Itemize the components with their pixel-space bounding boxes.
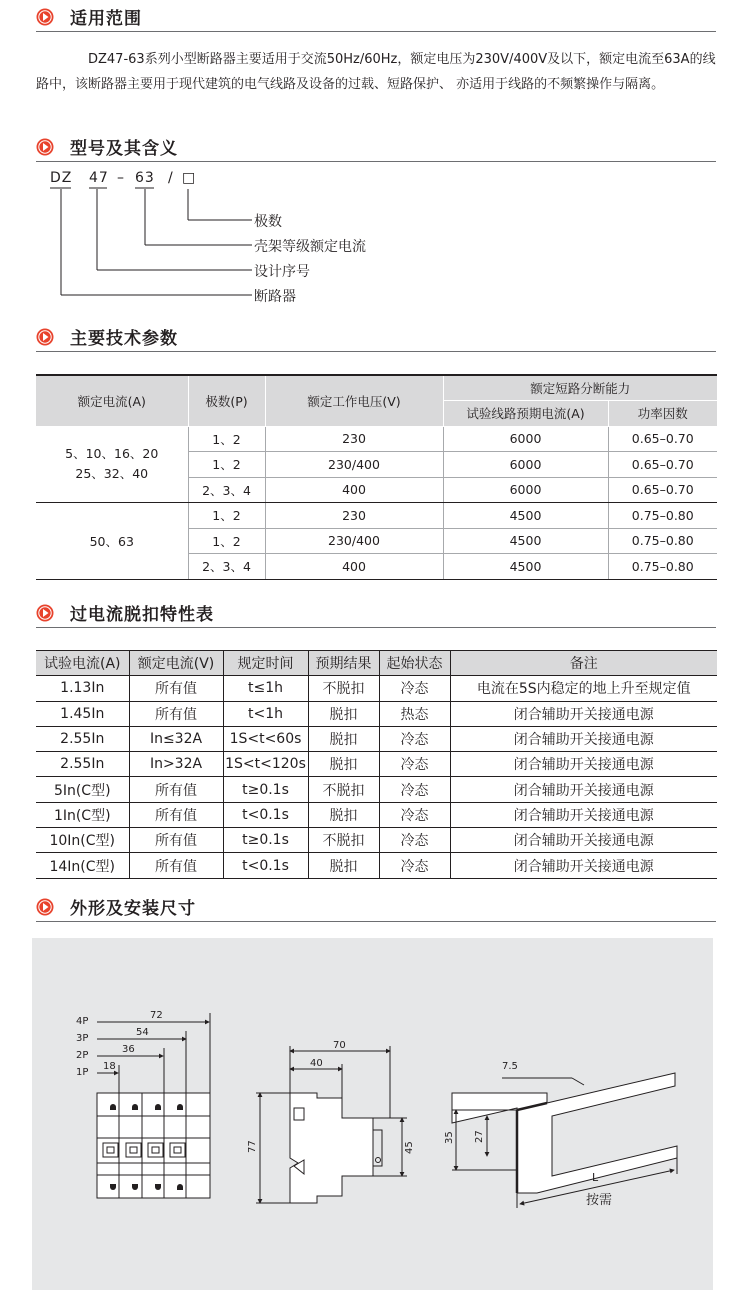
remark-cell: 闭合辅助开关接通电源 — [450, 752, 717, 777]
table-row — [36, 777, 717, 802]
model-code-box: □ — [182, 170, 197, 186]
orange-bullet-icon — [36, 328, 54, 346]
dim-72: 72 — [150, 1010, 163, 1021]
model-code-dash: – — [117, 170, 125, 186]
table-row — [36, 802, 717, 827]
rated-current-line: 5、10、16、20 — [65, 446, 159, 462]
section-title: 型号及其含义 — [70, 139, 178, 159]
remark-cell: 闭合辅助开关接通电源 — [450, 853, 717, 878]
dim-7-5: 7.5 — [502, 1061, 518, 1072]
time-cell: 1S<t<60s — [223, 726, 308, 751]
remark-cell: 电流在5S内稳定的地上升至规定值 — [450, 676, 717, 701]
header-remarks: 备注 — [450, 651, 717, 676]
rated-current-cell: 所有值 — [129, 802, 223, 827]
din-rail-view — [444, 1061, 677, 1208]
side-view — [247, 1040, 415, 1203]
test-current-cell: 4500 — [443, 503, 608, 529]
test-current-cell: 6000 — [443, 426, 608, 452]
rated-current-line: 25、32、40 — [75, 466, 149, 482]
test-current-cell: 1.45In — [36, 701, 129, 726]
power-factor-cell: 0.65–0.70 — [608, 477, 717, 503]
state-cell: 冷态 — [379, 853, 450, 878]
voltage-cell: 230 — [265, 503, 443, 529]
result-cell: 脱扣 — [308, 802, 379, 827]
table-row — [36, 726, 717, 751]
pole-label-1p: 1P — [76, 1067, 89, 1078]
rated-current-cell: 所有值 — [129, 676, 223, 701]
model-code-diagram — [40, 164, 460, 314]
power-factor-cell: 0.75–0.80 — [608, 503, 717, 529]
table-row — [36, 752, 717, 777]
dimension-drawing-panel — [32, 938, 713, 1290]
test-current-cell: 1In(C型) — [36, 802, 129, 827]
section-header-model-meaning — [36, 132, 716, 162]
table-row — [36, 676, 717, 701]
pole-label-3p: 3P — [76, 1033, 89, 1044]
header-power-factor: 功率因数 — [608, 401, 717, 427]
state-cell: 冷态 — [379, 802, 450, 827]
poles-cell: 1、2 — [188, 528, 265, 554]
voltage-cell: 400 — [265, 477, 443, 503]
time-cell: t≥0.1s — [223, 777, 308, 802]
result-cell: 不脱扣 — [308, 828, 379, 853]
test-current-cell: 4500 — [443, 528, 608, 554]
dim-27: 27 — [474, 1130, 485, 1143]
table-row — [36, 828, 717, 853]
model-code-slash: / — [168, 170, 174, 186]
power-factor-cell: 0.75–0.80 — [608, 554, 717, 580]
section-header-overcurrent — [36, 598, 716, 628]
header-rated-current: 额定电流(V) — [129, 651, 223, 676]
rated-current-cell: 所有值 — [129, 701, 223, 726]
voltage-cell: 230 — [265, 426, 443, 452]
table-row — [36, 853, 717, 878]
dim-36: 36 — [122, 1044, 135, 1055]
header-time: 规定时间 — [223, 651, 308, 676]
rated-current-cell: 所有值 — [129, 853, 223, 878]
state-cell: 冷态 — [379, 777, 450, 802]
remark-cell: 闭合辅助开关接通电源 — [450, 828, 717, 853]
poles-cell: 1、2 — [188, 452, 265, 478]
state-cell: 冷态 — [379, 676, 450, 701]
front-view — [76, 1010, 210, 1198]
result-cell: 脱扣 — [308, 726, 379, 751]
test-current-cell: 1.13In — [36, 676, 129, 701]
voltage-cell: 230/400 — [265, 528, 443, 554]
rated-current-cell: In≤32A — [129, 726, 223, 751]
result-cell: 脱扣 — [308, 853, 379, 878]
section-header-applicable-range — [36, 2, 716, 32]
orange-bullet-icon — [36, 8, 54, 26]
test-current-cell: 2.55In — [36, 752, 129, 777]
test-current-cell: 6000 — [443, 452, 608, 478]
section-title: 外形及安装尺寸 — [70, 899, 196, 919]
state-cell: 冷态 — [379, 828, 450, 853]
orange-bullet-icon — [36, 898, 54, 916]
model-label-breaker: 断路器 — [254, 289, 296, 305]
test-current-cell: 2.55In — [36, 726, 129, 751]
state-cell: 热态 — [379, 701, 450, 726]
result-cell: 不脱扣 — [308, 777, 379, 802]
length-note: 按需 — [586, 1193, 613, 1208]
header-breaking-capacity: 额定短路分断能力 — [443, 375, 717, 401]
test-current-cell: 10In(C型) — [36, 828, 129, 853]
time-cell: t<0.1s — [223, 802, 308, 827]
rated-current-cell: 所有值 — [129, 828, 223, 853]
dim-35: 35 — [444, 1131, 455, 1144]
result-cell: 脱扣 — [308, 701, 379, 726]
poles-cell: 2、3、4 — [188, 477, 265, 503]
model-code-63: 63 — [135, 170, 155, 186]
rated-current-cell: 50、63 — [36, 503, 188, 580]
remark-cell: 闭合辅助开关接通电源 — [450, 802, 717, 827]
time-cell: 1S<t<120s — [223, 752, 308, 777]
rated-current-cell: In>32A — [129, 752, 223, 777]
orange-bullet-icon — [36, 138, 54, 156]
header-test-current: 试验电流(A) — [36, 651, 129, 676]
state-cell: 冷态 — [379, 726, 450, 751]
poles-cell: 1、2 — [188, 503, 265, 529]
header-working-voltage: 额定工作电压(V) — [265, 375, 443, 426]
power-factor-cell: 0.75–0.80 — [608, 528, 717, 554]
spec-table — [36, 374, 717, 580]
header-expected-result: 预期结果 — [308, 651, 379, 676]
dim-45: 45 — [404, 1141, 415, 1154]
table-row — [36, 701, 717, 726]
table-row — [36, 503, 717, 529]
orange-bullet-icon — [36, 604, 54, 622]
dim-l: L — [592, 1171, 599, 1184]
model-code-47: 47 — [89, 170, 109, 186]
state-cell: 冷态 — [379, 752, 450, 777]
model-label-poles: 极数 — [254, 214, 282, 230]
section-title: 主要技术参数 — [70, 329, 178, 349]
model-label-design-no: 设计序号 — [254, 264, 310, 280]
voltage-cell: 230/400 — [265, 452, 443, 478]
section-header-dimensions — [36, 892, 716, 922]
dim-54: 54 — [136, 1027, 149, 1038]
test-current-cell: 6000 — [443, 477, 608, 503]
remark-cell: 闭合辅助开关接通电源 — [450, 701, 717, 726]
dim-77: 77 — [247, 1140, 258, 1153]
dimension-drawing — [32, 938, 713, 1290]
voltage-cell: 400 — [265, 554, 443, 580]
dim-70: 70 — [333, 1040, 346, 1051]
rated-current-cell: 所有值 — [129, 777, 223, 802]
section-header-main-params — [36, 322, 716, 352]
time-cell: t≤1h — [223, 676, 308, 701]
header-initial-state: 起始状态 — [379, 651, 450, 676]
model-code-dz: DZ — [50, 170, 73, 186]
time-cell: t<0.1s — [223, 853, 308, 878]
header-test-current: 试验线路预期电流(A) — [443, 401, 608, 427]
power-factor-cell: 0.65–0.70 — [608, 452, 717, 478]
result-cell: 不脱扣 — [308, 676, 379, 701]
model-label-frame-current: 壳架等级额定电流 — [254, 239, 366, 255]
rated-current-cell — [36, 426, 188, 503]
time-cell: t<1h — [223, 701, 308, 726]
pole-label-4p: 4P — [76, 1016, 89, 1027]
section-title: 适用范围 — [70, 9, 142, 29]
table-row — [36, 426, 717, 452]
test-current-cell: 14In(C型) — [36, 853, 129, 878]
poles-cell: 2、3、4 — [188, 554, 265, 580]
trip-characteristics-table — [36, 650, 717, 879]
time-cell: t≥0.1s — [223, 828, 308, 853]
dim-40: 40 — [310, 1058, 323, 1069]
pole-label-2p: 2P — [76, 1050, 89, 1061]
poles-cell: 1、2 — [188, 426, 265, 452]
remark-cell: 闭合辅助开关接通电源 — [450, 777, 717, 802]
test-current-cell: 4500 — [443, 554, 608, 580]
dim-18: 18 — [103, 1061, 116, 1072]
header-poles: 极数(P) — [188, 375, 265, 426]
model-leader-lines — [40, 164, 255, 314]
power-factor-cell: 0.65–0.70 — [608, 426, 717, 452]
remark-cell: 闭合辅助开关接通电源 — [450, 726, 717, 751]
intro-paragraph: DZ47-63系列小型断路器主要适用于交流50Hz/60Hz，额定电压为230V/400V及以下，额定电流至63A的线路中，该断路器主要用于现代建筑的电气线路及设备的过载、短路保护、 亦适用于线路的不频繁操作与隔离。 — [36, 52, 716, 92]
section-title: 过电流脱扣特性表 — [70, 605, 214, 625]
header-rated-current: 额定电流(A) — [36, 375, 188, 426]
result-cell: 脱扣 — [308, 752, 379, 777]
test-current-cell: 5In(C型) — [36, 777, 129, 802]
